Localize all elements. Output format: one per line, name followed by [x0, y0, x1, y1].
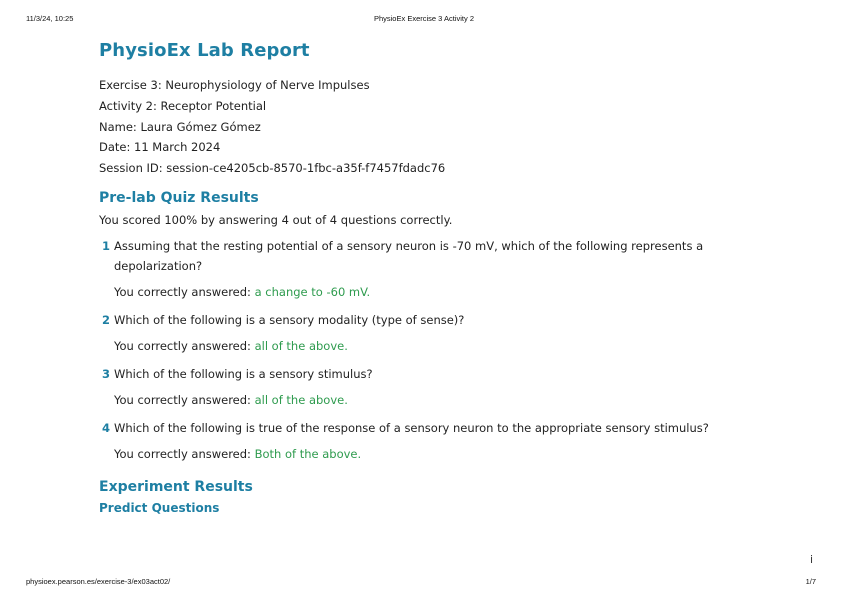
correct-answer: all of the above.	[254, 338, 348, 353]
print-footer-page: 1/7	[805, 577, 816, 586]
question-number: 1	[102, 238, 111, 253]
correct-answer: Both of the above.	[254, 446, 362, 461]
experiment-results-heading: Experiment Results	[99, 478, 253, 495]
session-id-line: Session ID: session-ce4205cb-8570-1fbc-a35f-f7457fdadc76	[99, 161, 446, 176]
question-text: Which of the following is a sensory stimulus?	[114, 366, 373, 381]
question-number: 2	[102, 312, 111, 327]
answer-prefix: You correctly answered:	[114, 446, 255, 461]
question-text: Which of the following is true of the response of a sensory neuron to the appropriate sensory stimulus?	[114, 420, 709, 435]
predict-questions-heading: Predict Questions	[99, 500, 220, 515]
date-line: Date: 11 March 2024	[99, 140, 221, 155]
quiz-question-1	[99, 236, 739, 302]
page-marker: i	[810, 553, 814, 566]
quiz-question-2	[99, 310, 739, 356]
answer-prefix: You correctly answered:	[114, 338, 255, 353]
exercise-line: Exercise 3: Neurophysiology of Nerve Impulses	[99, 78, 370, 92]
question-answer	[114, 444, 739, 464]
question-answer	[114, 390, 739, 410]
question-answer	[114, 282, 739, 302]
answer-prefix: You correctly answered:	[114, 392, 255, 407]
report-content	[99, 40, 739, 515]
report-meta	[99, 75, 739, 179]
print-header-datetime: 11/3/24, 10:25	[26, 14, 74, 23]
correct-answer: all of the above.	[254, 392, 348, 407]
name-line: Name: Laura Gómez Gómez	[99, 119, 261, 134]
prelab-heading: Pre-lab Quiz Results	[99, 189, 259, 206]
question-text: Which of the following is a sensory modality (type of sense)?	[114, 312, 465, 327]
correct-answer: a change to -60 mV.	[254, 284, 371, 299]
question-number: 3	[102, 366, 111, 381]
question-text: Assuming that the resting potential of a sensory neuron is -70 mV, which of the following represents a depolarization?	[114, 238, 704, 273]
print-header-title: PhysioEx Exercise 3 Activity 2	[373, 14, 475, 23]
report-title: PhysioEx Lab Report	[99, 40, 310, 61]
activity-line: Activity 2: Receptor Potential	[99, 98, 267, 113]
answer-prefix: You correctly answered:	[114, 284, 255, 299]
quiz-question-4	[99, 418, 739, 464]
print-footer-url[interactable]: physioex.pearson.es/exercise-3/ex03act02/	[26, 577, 171, 586]
quiz-question-3	[99, 364, 739, 410]
prelab-score: You scored 100% by answering 4 out of 4 questions correctly.	[99, 212, 453, 227]
question-answer	[114, 336, 739, 356]
question-number: 4	[102, 420, 111, 435]
